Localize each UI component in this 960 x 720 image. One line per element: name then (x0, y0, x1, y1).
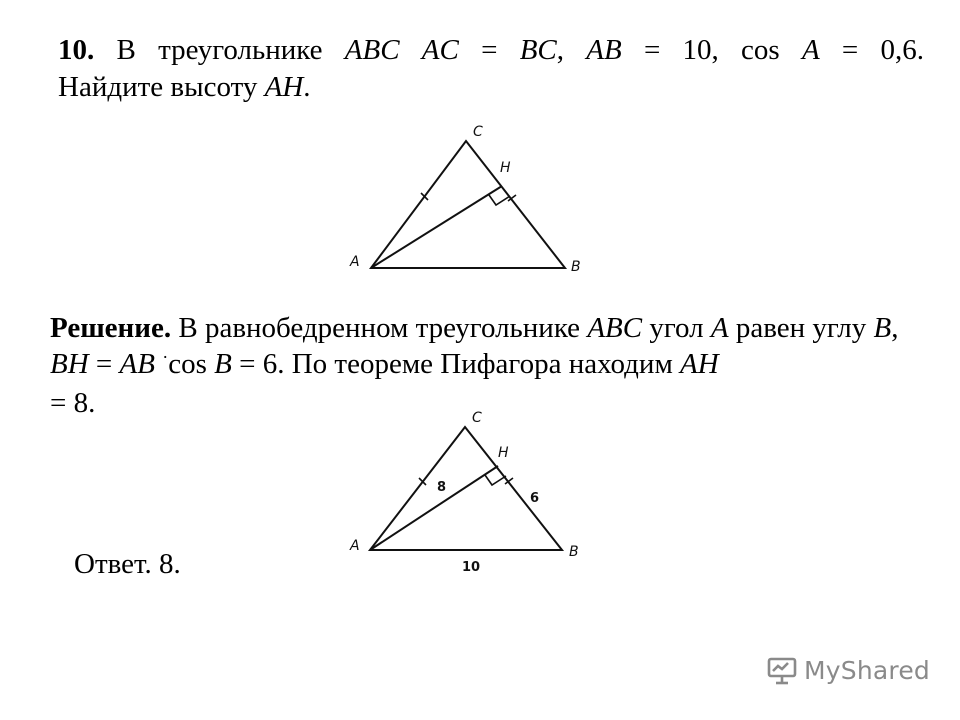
label-b: B (571, 259, 581, 275)
label-h: H (500, 160, 511, 176)
text: Найдите высоту (58, 71, 265, 103)
answer-text: Ответ. 8. (74, 548, 181, 580)
text: = (458, 34, 520, 66)
var: ABC (587, 312, 643, 344)
length-bh: 6 (530, 491, 540, 506)
text: , (556, 34, 587, 66)
var: AB (586, 34, 622, 66)
label-c: C (473, 124, 483, 140)
var: ABC (344, 34, 400, 66)
text: = 0,6. (819, 34, 924, 66)
text: cos (168, 348, 215, 380)
label-a: A (350, 254, 360, 270)
text: = 8. (50, 387, 96, 419)
label-b: B (569, 544, 579, 560)
watermark-logo (766, 655, 930, 685)
var: B (873, 312, 892, 344)
text: = (88, 348, 120, 380)
presentation-board-icon (766, 655, 798, 685)
solution-head: Решение. (50, 312, 172, 344)
var: BH (50, 348, 89, 380)
text: , (891, 312, 899, 344)
var: A (710, 312, 729, 344)
var: AH (680, 348, 719, 380)
text: угол (642, 312, 711, 344)
var: B (214, 348, 232, 380)
problem-number: 10. (58, 34, 95, 66)
var: AC (421, 34, 459, 66)
var: BC (519, 34, 557, 66)
watermark-text: MyShared (804, 655, 930, 685)
length-ah: 8 (437, 480, 447, 495)
text: . (303, 71, 311, 103)
var: AB (119, 348, 155, 380)
multiply-dot: · (162, 347, 169, 367)
text: = 6. По теореме Пифагора находим (231, 348, 681, 380)
var: AH (264, 71, 304, 103)
text: равен углу (728, 312, 874, 344)
length-ab: 10 (462, 560, 481, 575)
label-h: H (498, 445, 509, 461)
var: A (801, 34, 820, 66)
label-a: A (350, 538, 360, 554)
text: В треугольнике (94, 34, 345, 66)
text: В равнобедренном треугольнике (171, 312, 588, 344)
text: = 10, cos (621, 34, 802, 66)
altitude-ah (370, 466, 498, 550)
label-c: C (472, 410, 482, 426)
